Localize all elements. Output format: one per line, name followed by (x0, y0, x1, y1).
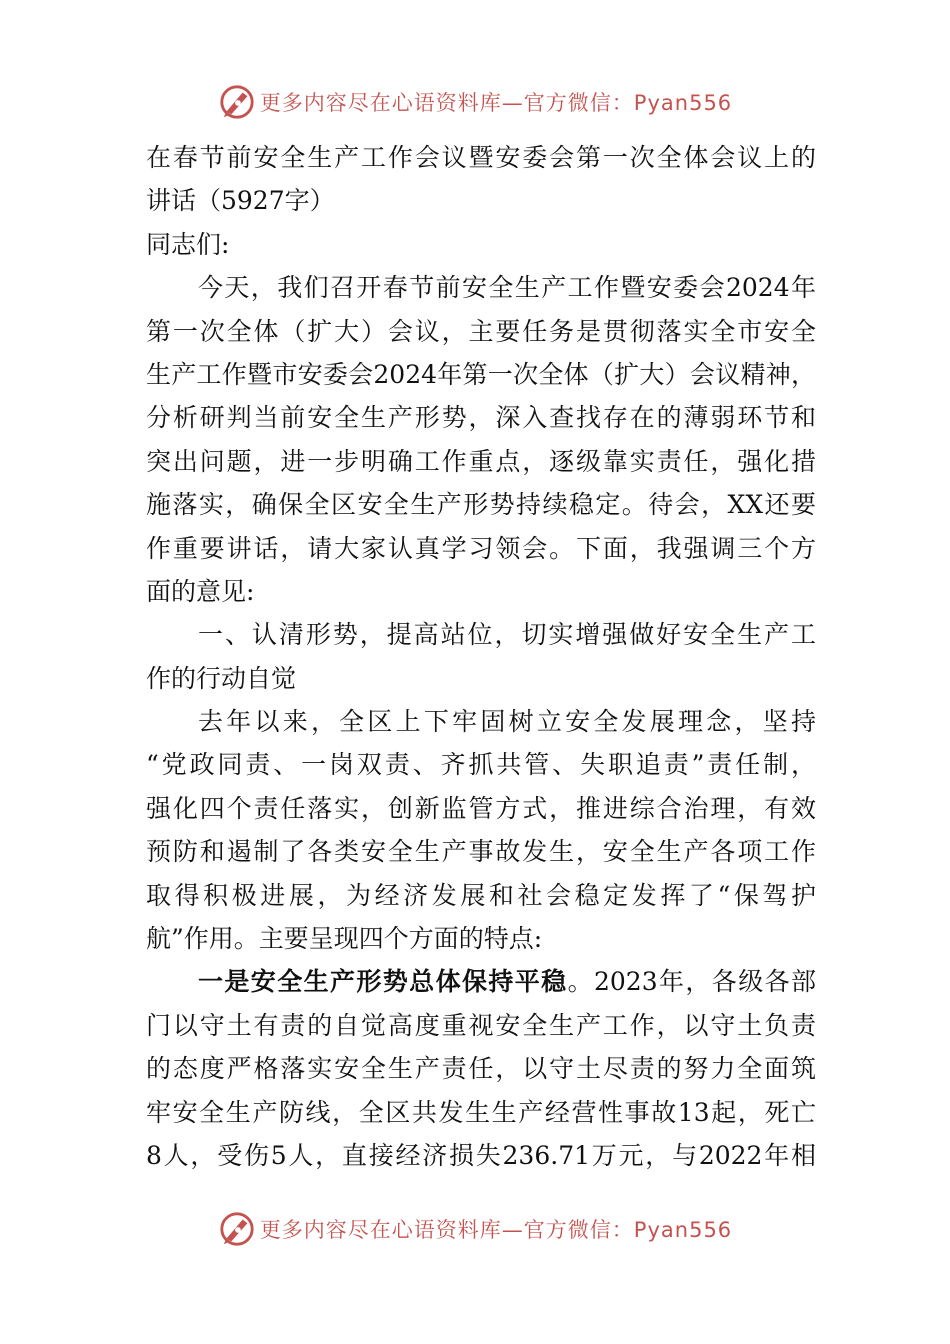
paragraph-line: “党政同责、一岗双责、齐抓共管、失职追责”责任制， (146, 750, 816, 780)
watermark-text: 更多内容尽在心语资料库—官方微信：Pyan556 (259, 91, 733, 115)
paragraph-line: 分析研判当前安全生产形势，深入查找存在的薄弱环节和 (146, 403, 816, 433)
paragraph-line: 航”作用。主要呈现四个方面的特点: (146, 924, 543, 954)
paragraph-line: 牢安全生产防线，全区共发生生产经营性事故13起，死亡 (146, 1097, 816, 1127)
paragraph-line: 生产工作暨市安委会2024年第一次全体（扩大）会议精神， (146, 359, 816, 389)
pen-seal-icon (218, 1210, 256, 1248)
title-line: 在春节前安全生产工作会议暨安委会第一次全体会议上的 (146, 143, 816, 172)
paragraph-line: 第一次全体（扩大）会议，主要任务是贯彻落实全市安全 (146, 316, 816, 346)
paragraph-line: 面的意见: (146, 576, 255, 606)
pen-seal-icon (218, 83, 256, 121)
footer-watermark-banner (0, 1209, 950, 1249)
paragraph-line: 的态度严格落实安全生产责任，以守土尽责的努力全面筑 (146, 1054, 816, 1084)
paragraph-line (146, 960, 816, 1003)
header-watermark-banner (0, 82, 950, 122)
paragraph-line: 作重要讲话，请大家认真学习领会。下面，我强调三个方 (146, 533, 816, 563)
section-heading-line: 一、认清形势，提高站位，切实增强做好安全生产工 (198, 620, 816, 650)
watermark-text: 更多内容尽在心语资料库—官方微信：Pyan556 (259, 1218, 733, 1242)
title-line: 讲话（5927字） (146, 186, 335, 216)
paragraph-line: 强化四个责任落实，创新监管方式，推进综合治理，有效 (146, 793, 816, 823)
bold-lead-text: 一是安全生产形势总体保持平稳 (198, 967, 568, 997)
paragraph-text: 。2023年，各级各部 (567, 967, 816, 997)
paragraph-line: 今天，我们召开春节前安全生产工作暨安委会2024年 (198, 273, 816, 303)
section-heading-line: 作的行动自觉 (146, 663, 297, 693)
paragraph-line: 取得积极进展，为经济发展和社会稳定发挥了“保驾护 (146, 880, 816, 910)
paragraph-line: 去年以来，全区上下牢固树立安全发展理念，坚持 (198, 707, 816, 737)
document-body (146, 136, 816, 1177)
paragraph-line: 突出问题，进一步明确工作重点，逐级靠实责任，强化措 (146, 446, 816, 476)
paragraph-line: 施落实，确保全区安全生产形势持续稳定。待会，XX还要 (146, 490, 816, 520)
paragraph-line: 门以守土有责的自觉高度重视安全生产工作，以守土负责 (146, 1010, 816, 1040)
salutation: 同志们: (146, 229, 230, 259)
paragraph-line: 8人，受伤5人，直接经济损失236.71万元，与2022年相 (146, 1140, 816, 1170)
paragraph-line: 预防和遏制了各类安全生产事故发生，安全生产各项工作 (146, 837, 816, 867)
